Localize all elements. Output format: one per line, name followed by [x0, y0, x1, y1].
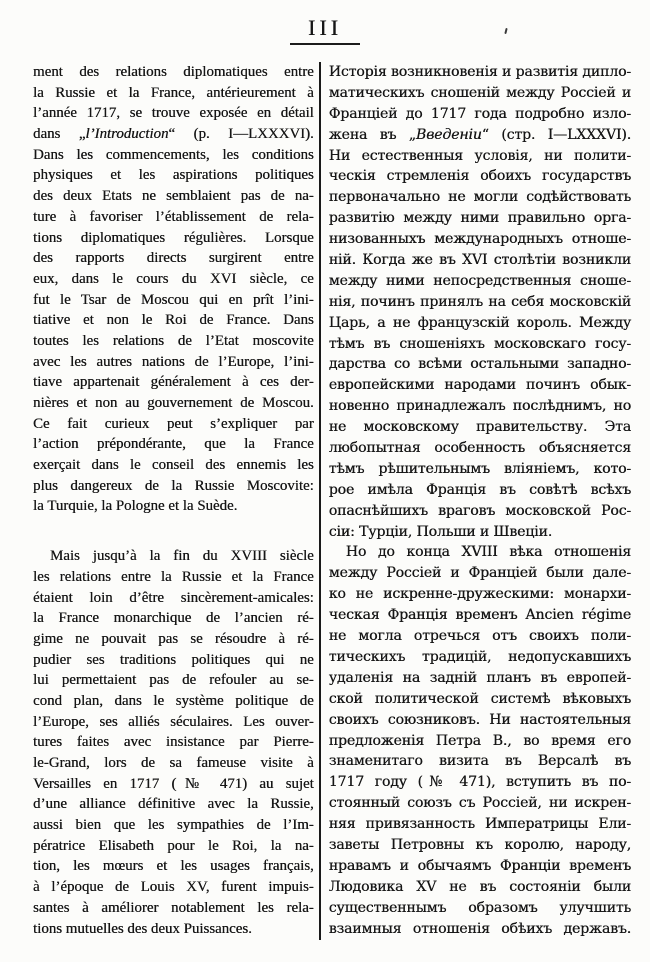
text-segment: la Russie et la France, antérieurement à [33, 84, 314, 101]
text-line [33, 877, 314, 898]
text-line [329, 438, 631, 459]
text-line [33, 650, 314, 671]
text-segment: “ (p. I—LXXXVI). [168, 126, 314, 143]
text-segment: взаимныя отношенія обѣихъ державъ. [328, 920, 631, 937]
text-line [33, 310, 314, 331]
text-segment: ческія стремленія обоихъ государствъ [328, 168, 631, 185]
text-line [329, 751, 631, 772]
text-segment: la Turquie, la Pologne et la Suède. [33, 498, 238, 515]
page-number-rule [290, 43, 360, 45]
text-line [33, 919, 314, 940]
text-line [33, 629, 314, 650]
text-segment: étaient loin d’être sincèrement-amicales: [33, 589, 314, 606]
text-line [329, 877, 631, 898]
text-line [33, 124, 314, 145]
text-line [329, 605, 631, 626]
text-line [33, 567, 314, 588]
text-line [329, 919, 631, 940]
text-line [33, 269, 314, 290]
text-line [33, 434, 314, 455]
text-line [33, 393, 314, 414]
text-line [33, 774, 314, 795]
text-line [33, 207, 314, 228]
text-line [329, 563, 631, 584]
text-segment: l’année 1717, se trouve exposée en détail [33, 105, 314, 122]
text-line [329, 292, 631, 313]
text-segment: тѣмъ рѣшительнымъ вліяніемъ, кото- [328, 460, 631, 477]
text-segment: “ (стр. I—LXXXVI). [481, 126, 631, 143]
text-segment: предложенія Петра В., во время его [328, 732, 631, 749]
text-segment: fut le Tsar de Moscou qui en prît l’ini- [33, 291, 314, 308]
text-segment: между ними непосредственныя сноше- [328, 272, 631, 289]
text-segment: Mais jusqu’à la fin du XVIII siècle [50, 548, 314, 565]
text-segment: tions mutuelles des deux Puissances. [33, 920, 252, 937]
text-segment: заветы Петровны къ королю, народу, [328, 836, 631, 853]
text-segment: Но до конца XVIII вѣка отношенія [345, 544, 631, 561]
text-line [329, 208, 631, 229]
text-segment: развитію между ними правильно орга- [328, 210, 631, 227]
text-line [33, 186, 314, 207]
text-line [329, 626, 631, 647]
text-line [33, 753, 314, 774]
text-segment: des deux Etats ne semblaient pas de na- [33, 188, 314, 205]
text-segment: les relations entre la Russie et la France [33, 568, 314, 585]
text-segment: tures faites avec insistance par Pierre- [33, 734, 314, 751]
text-line [33, 455, 314, 476]
text-line [329, 396, 631, 417]
text-segment: ній. Когда же въ XVI столѣтіи возникли [328, 252, 631, 269]
text-segment: Франціей до 1717 года подробно изло- [328, 105, 631, 122]
text-line [329, 835, 631, 856]
text-segment: первоначально не могли содѣйствовать [328, 189, 631, 206]
text-segment: le-Grand, lors de sa fameuse visite à [33, 755, 314, 771]
text-line [329, 898, 631, 919]
text-segment: toutes les relations de l’Etat moscovite [33, 332, 314, 349]
text-segment: тѣмъ въ сношеніяхъ московскаго госу- [328, 335, 631, 352]
text-segment: не могла отречься отъ своихъ поли- [328, 628, 631, 645]
text-segment: сіи: Турціи, Польши и Швеціи. [328, 523, 553, 540]
text-line [329, 501, 631, 522]
text-segment: ской политической системѣ вѣковыхъ [328, 690, 631, 707]
text-segment: Ce fait curieux peut s’expliquer par [33, 415, 314, 432]
text-segment: европейскими народами починъ обык- [328, 377, 631, 394]
text-line [329, 772, 631, 793]
text-segment: physiques et les aspirations politiques [33, 167, 314, 184]
text-segment: l’Europe, ses alliés séculaires. Les ouver- [33, 713, 314, 730]
page-header [0, 16, 650, 45]
text-segment: tion, les mœurs et les usages français, [33, 858, 314, 875]
text-line [329, 146, 631, 167]
text-segment: своихъ союзниковъ. Ни настоятельныя [328, 711, 631, 728]
text-line [33, 496, 314, 517]
text-line [329, 271, 631, 292]
text-line [329, 856, 631, 877]
text-line [33, 352, 314, 373]
text-segment: ment des relations diplomatiques entre [33, 64, 314, 80]
text-segment: няя привязанность Императрицы Ели- [328, 816, 631, 833]
text-segment: не московскому правительству. Эта [328, 419, 631, 436]
text-line [329, 229, 631, 250]
text-line [329, 104, 631, 125]
text-segment: santes à améliorer notablement les rela- [33, 899, 314, 916]
text-segment: Versailles en 1717 (№ 471) au sujet [33, 775, 314, 792]
text-segment: eux, dans le cours du XVI siècle, ce [33, 270, 314, 287]
text-segment: ture à favoriser l’établissement de rela- [33, 208, 314, 225]
text-line [33, 145, 314, 166]
text-line [329, 542, 631, 563]
text-segment: опаснѣйшихъ враговъ московской Рос- [328, 502, 631, 519]
text-segment: la France monarchique de l’ancien ré- [33, 610, 314, 627]
text-columns [33, 62, 631, 940]
text-segment: cond plan, dans le système politique de [33, 692, 314, 709]
text-segment: 1717 году (№ 471), вступить въ по- [328, 774, 631, 791]
text-line [33, 546, 314, 567]
text-line [329, 354, 631, 375]
text-segment: exerçait dans le conseil des ennemis les [33, 457, 314, 474]
text-line [329, 334, 631, 355]
text-segment: tiative et non le Roi de France. Dans [33, 312, 314, 329]
text-line [329, 62, 631, 83]
text-line [329, 793, 631, 814]
text-line [33, 712, 314, 733]
text-line [329, 250, 631, 271]
french-text-column [33, 62, 314, 940]
text-segment: ческая Франція временъ Ancien régime [328, 607, 631, 624]
text-line [329, 689, 631, 710]
text-line [33, 794, 314, 815]
text-line [33, 608, 314, 629]
text-segment: новенно принадлежалъ послѣднимъ, но [328, 398, 631, 415]
text-line [33, 83, 314, 104]
text-segment: нія, починъ принялъ на себя московскій [328, 293, 631, 310]
text-segment: gime ne pouvait pas se résoudre à ré- [33, 630, 314, 647]
text-segment: dans „ [33, 126, 86, 143]
text-line [33, 815, 314, 836]
text-line [33, 670, 314, 691]
text-line [329, 375, 631, 396]
text-segment: aussi bien que les sympathies de l’Im- [33, 817, 314, 834]
text-line [329, 731, 631, 752]
text-segment: tions diplomatiques régulières. Lorsque [33, 229, 314, 246]
text-line [33, 103, 314, 124]
text-line [329, 480, 631, 501]
column-divider-rule [319, 62, 321, 940]
text-line [329, 710, 631, 731]
text-line [33, 248, 314, 269]
text-line [329, 459, 631, 480]
text-segment: существеннымъ образомъ улучшить [328, 899, 631, 916]
text-line [33, 331, 314, 352]
text-segment: ко не искренне-дружескими: монархи- [328, 586, 631, 603]
text-line [329, 166, 631, 187]
text-segment: à l’époque de Louis XV, furent impuis- [33, 879, 314, 896]
text-segment: матическихъ сношеній между Россіей и [328, 84, 631, 101]
text-segment: Dans les commencements, les conditions [33, 146, 314, 163]
italic-text: l’Introduction [85, 126, 169, 143]
text-segment: тическихъ традицій, недопускавшихъ [328, 648, 631, 665]
text-segment: знаменитаго визита въ Версалѣ въ [328, 753, 631, 770]
text-line [329, 647, 631, 668]
text-segment: нравамъ и обычаямъ Франціи временъ [328, 857, 631, 874]
text-segment: l’action prépondérante, que la France [33, 436, 314, 453]
text-line [33, 898, 314, 919]
text-segment: рое имѣла Франція въ совѣтѣ всѣхъ [328, 481, 631, 498]
text-segment: tiave appartenait généralement à ces der- [33, 374, 314, 391]
text-segment: Ни естественныя условія, ни полити- [328, 147, 631, 164]
text-line [33, 290, 314, 311]
text-segment: avec les autres nations de l’Europe, l’ini- [33, 353, 314, 370]
text-line [329, 668, 631, 689]
text-line [329, 522, 631, 543]
text-segment: Людовика XV не въ состояніи были [328, 878, 631, 895]
italic-text: Введеніи [415, 126, 482, 143]
text-segment: pératrice Elisabeth pour le Roi, la na- [33, 837, 314, 854]
text-segment: plus dangereux de la Russie Moscovite: [33, 477, 314, 494]
text-line [33, 691, 314, 712]
text-line [329, 313, 631, 334]
text-line [33, 732, 314, 753]
text-segment: des rapports directs surgirent entre [33, 250, 314, 267]
text-segment: низованныхъ международныхъ отноше- [328, 231, 631, 248]
text-segment: любопытная особенность объясняется [328, 440, 631, 457]
russian-text-column [329, 62, 631, 940]
text-segment: Царь, а не французскій король. Между [328, 314, 631, 331]
text-line [33, 165, 314, 186]
text-line [33, 476, 314, 497]
text-line [33, 414, 314, 435]
text-segment: Исторія возникновенія и развитія дипло- [328, 64, 631, 80]
text-line [329, 83, 631, 104]
text-segment: удаленія на задній планъ въ европей- [328, 669, 631, 686]
text-line [329, 187, 631, 208]
text-line [329, 814, 631, 835]
text-line [33, 856, 314, 877]
text-line [33, 62, 314, 83]
text-segment: жена въ „ [328, 126, 416, 143]
paragraph-gap [33, 517, 314, 546]
text-line [33, 836, 314, 857]
text-segment: стоянный союзъ съ Россіей, ни искрен- [328, 795, 631, 812]
text-segment: lui permettaient pas de refouler au se- [33, 672, 314, 689]
page-number: III [308, 15, 342, 40]
text-segment: nières et non au gouvernement de Moscou. [33, 395, 314, 411]
text-line [329, 417, 631, 438]
text-line [329, 584, 631, 605]
text-segment: d’une alliance définitive avec la Russie, [33, 796, 314, 813]
text-segment: pudier ses traditions politiques qui ne [33, 651, 314, 668]
text-line [33, 588, 314, 609]
text-segment: между Россіей и Франціей были дале- [328, 565, 631, 582]
text-line [33, 372, 314, 393]
text-segment: дарства со всѣми остальными западно- [328, 356, 631, 373]
text-line [33, 228, 314, 249]
text-line [329, 125, 631, 146]
